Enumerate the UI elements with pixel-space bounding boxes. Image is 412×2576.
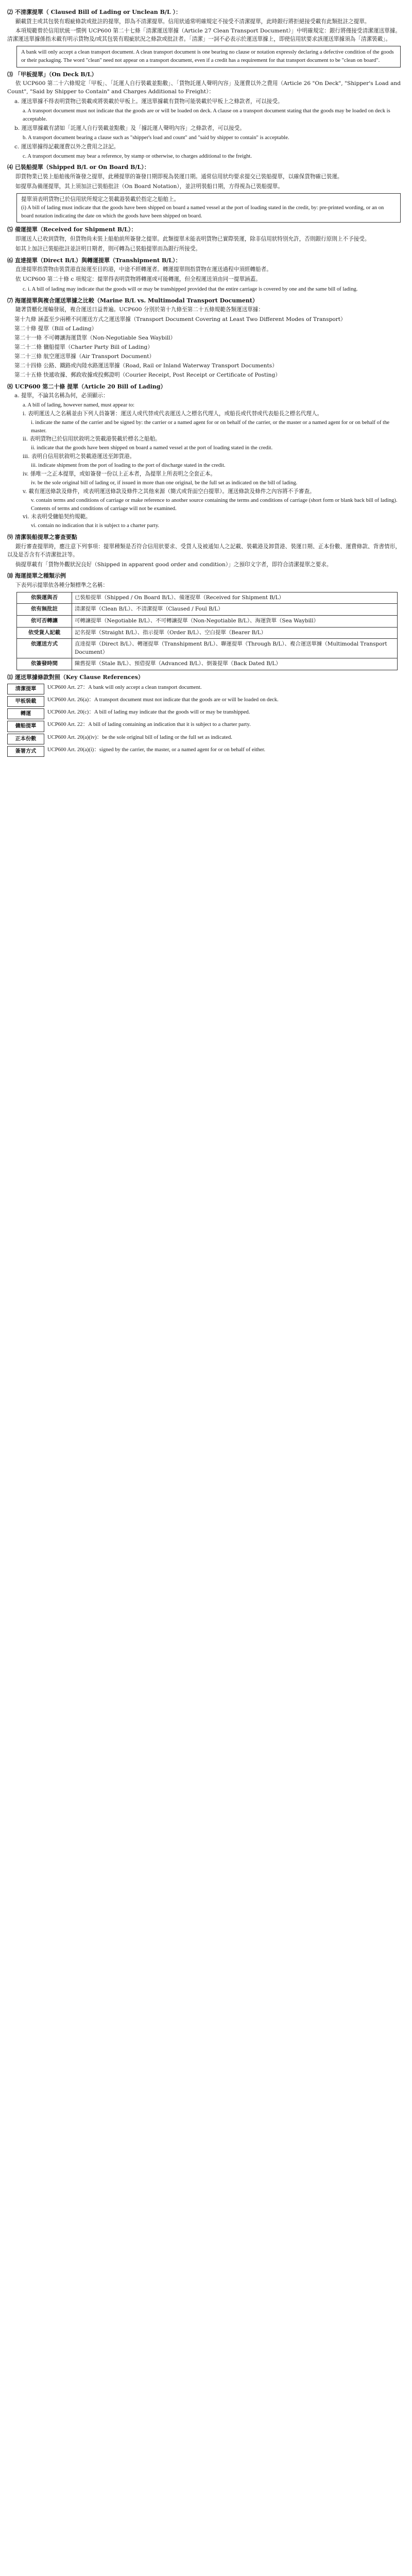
annotation-row <box>7 708 401 719</box>
clause-item-en: b. A transport document bearing a clause such as "shipper's load and count" and "said by shipper to contain" is acceptable. <box>23 134 289 141</box>
annotation-label: 簽署方式 <box>7 746 44 757</box>
paragraph: 依 UCP600 第二十六條規定「甲板」、「託運人自行裝載並點數」、「貨物託運人聲明內容」及運費以外之費用（Article 26 "On Deck", "Shipper's Load and Count", "Said by Shipper to Contain" and Charges Additional to Freight）： <box>7 80 401 95</box>
clause-subitem-en: i. indicate the name of the carrier and be signed by: the carrier or a named agent for or on behalf of the carrier, or the master or a named agent for or on behalf of the master. <box>31 419 390 434</box>
section-title: ⑽ 海運提單之種類示例 <box>7 572 66 580</box>
section-title: ⑵ 不清潔提單（ Claused Bill of Lading or Unclean B/L ）： <box>7 9 182 15</box>
annotation-label: 清潔提單 <box>7 684 44 694</box>
annotation-body: UCP600 Art. 22：A bill of lading containing an indication that it is subject to a charter party. <box>47 722 251 728</box>
clause-subitem-en: iv. be the sole original bill of lading or, if issued in more than one original, be the full set as indicated on the bill of lading. <box>31 480 298 486</box>
annotation-row <box>7 721 401 732</box>
article-item: 第二十二條 傭船提單（Charter Party Bill of Lading） <box>14 344 153 350</box>
section-title: ⑻ UCP600 第二十條 提單（Article 20 Bill of Lading） <box>7 383 166 390</box>
table-cell-head: 依簽發時間 <box>17 658 72 670</box>
table-cell-head: 依有無批註 <box>17 604 72 616</box>
table-cell: 可轉讓提單（Negotiable B/L）、不可轉讓提單（Non-Negotiable B/L）、海運貨單（Sea Waybill） <box>72 616 398 628</box>
clause-item: c. 運送單據得記載運費以外之費用之註記。 <box>14 143 119 150</box>
clause-subitem: v. 載有運送條款及條件，或表明運送條款及條件之其他來源（簡式或背面空白提單）。運送條款及條件之內容將不予審查。 <box>23 488 315 495</box>
annotation-body: UCP600 Art. 26(a)：A transport document must not indicate that the goods are or will be loaded on deck. <box>47 697 279 703</box>
section-title: ⑼ 清潔裝船提單之審查要點 <box>7 534 77 541</box>
table-cell-head: 依裝運與否 <box>17 592 72 604</box>
paragraph: 顯載貨主或其包裝有瑕疵條款或批註的提單，即為不清潔提單。信用狀通常明確規定不接受不清潔提單，此時銀行將拒絕接受載有此類批註之提單。 <box>15 18 370 25</box>
clause-subitem-en: iii. indicate shipment from the port of loading to the port of discharge stated in the credit. <box>31 463 226 469</box>
quote-box <box>16 193 401 223</box>
annotation-label: 傭船提單 <box>7 721 44 732</box>
article-item: 第二十四條 公路、鐵路或內陸水路運送單據（Road, Rail or Inland Waterway Transport Documents） <box>14 362 278 369</box>
table-cell-head: 依受貨人記載 <box>17 627 72 639</box>
classification-table <box>16 592 398 670</box>
clause-item-en: c. i. A bill of lading may indicate that the goods will or may be transhipped provided that the entire carriage is covered by one and the same bill of lading. <box>23 286 358 292</box>
table-row <box>17 592 398 604</box>
paragraph: 直達提單指貨物由裝貨港直接運至目的港，中途不經轉運者。轉運提單則指貨物在運送過程中須經轉船者。 <box>15 266 272 273</box>
article-item: 第二十三條 航空運送單據（Air Transport Document） <box>14 353 155 360</box>
table-cell: 已裝船提單（Shipped / On Board B/L）、備運提單（Received for Shipment B/L） <box>72 592 398 604</box>
clause-subitem: vi. 未表明受傭船契約規範。 <box>23 514 91 520</box>
section-title: ⑹ 直達提單（Direct B/L）與轉運提單（Transhipment B/L）： <box>7 257 181 264</box>
clause-item: a. 運送單據不得表明貨物已裝載或將裝載於甲板上。運送單據載有貨物可能裝載於甲板上之條款者，可以接受。 <box>14 98 283 105</box>
paragraph: 下表列示提單依各種分類標準之名稱： <box>15 582 108 588</box>
table-cell: 陳舊提單（Stale B/L）、預借提單（Advanced B/L）、倒簽提單（Back Dated B/L） <box>72 658 398 670</box>
clause-subitem-en: ii. indicate that the goods have been shipped on board a named vessel at the port of loading stated in the credit. <box>31 445 273 451</box>
annotation-row <box>7 734 401 744</box>
table-cell-head: 依可否轉讓 <box>17 616 72 628</box>
paragraph: 依 UCP600 第二十條 c 項規定：提單得表明貨物將轉運或可能轉運，但全程運送須由同一提單涵蓋。 <box>15 276 261 283</box>
table-cell: 清潔提單（Clean B/L）、不清潔提單（Claused / Foul B/L） <box>72 604 398 616</box>
section-title: ⑺ 海運提單與複合運送單據之比較（Marine B/L vs. Multimodal Transport Document） <box>7 297 258 304</box>
annotation-label: 轉運 <box>7 708 44 719</box>
paragraph: 倘提單載有「貨物外觀狀況良好（Shipped in apparent good order and condition）」之預印文字者，即符合清潔提單之要求。 <box>15 561 332 568</box>
paragraph: 隨著貨櫃化運輸發展，複合運送日益普遍。UCP600 分別於第十九條至第二十五條規範各類運送單據： <box>15 307 264 313</box>
annotation-body: UCP600 Art. 20(c)：A bill of lading may indicate that the goods will or may be transhipped. <box>47 709 250 716</box>
clause-item-en: a. A bill of lading, however named, must appear to: <box>23 402 135 408</box>
section-title: ⑷ 已裝船提單（Shipped B/L or On Board B/L）： <box>7 164 150 171</box>
table-row <box>17 639 398 658</box>
section-title: ⑶ 「甲板提單」（On Deck B/L） <box>7 71 97 78</box>
quote-box: A bank will only accept a clean transport document. A clean transport document is one bearing no clause or notation expressly declaring a defective condition of the goods or their packaging. The word "clean" need not appear on a transport document, even if a credit has a requirement for that transport document to be "clean on board". <box>16 46 401 67</box>
table-row <box>17 658 398 670</box>
paragraph: 本項規範曾於信用狀統一慣例 UCP600 第二十七條「清潔運送單據（Article 27 Clean Transport Document）」中明確規定：銀行將僅接受清潔運送單據。清潔運送單據係指未載有明示貨物及/或其包裝有瑕疵狀況之條款或批註者。「清潔」一詞不必表示於運送單據上，即使信用狀要求該運送單據須為「清潔裝載」。 <box>7 28 401 43</box>
annotation-row <box>7 696 401 707</box>
article-item: 第二十五條 快遞收據、郵政收據或投郵證明（Courier Receipt, Post Receipt or Certificate of Posting） <box>14 371 281 378</box>
annotation-row <box>7 684 401 694</box>
clause-item: b. 運送單據載有諸如「託運人自行裝載並點數」及「據託運人聲明內容」之條款者，可以接受。 <box>14 125 245 131</box>
table-row <box>17 627 398 639</box>
annotation-label: 正本份數 <box>7 734 44 744</box>
clause-subitem-en: vi. contain no indication that it is subject to a charter party. <box>31 523 160 529</box>
clause-item-en: a. A transport document must not indicate that the goods are or will be loaded on deck. A clause on a transport document stating that the goods may be loaded on deck is acceptable. <box>23 108 390 123</box>
table-row <box>17 616 398 628</box>
annotation-row <box>7 746 401 757</box>
article-item: 第二十一條 不可轉讓海運貨單（Non-Negotiable Sea Waybill） <box>14 335 176 342</box>
table-cell: 記名提單（Straight B/L）、指示提單（Order B/L）、空白提單（Bearer B/L） <box>72 627 398 639</box>
clause-item-en: c. A transport document may bear a reference, by stamp or otherwise, to charges additional to the freight. <box>23 153 252 159</box>
paragraph: 如其上加註已裝船批註並註明日期者，則可轉為已裝船提單而為銀行所接受。 <box>15 245 201 252</box>
annotation-body: UCP600 Art. 20(a)(iv)：be the sole original bill of lading or the full set as indicated. <box>47 734 232 740</box>
paragraph: 即運送人已收到貨物，但貨物尚未裝上船舶前所簽發之提單。此類提單未能表明貨物已實際裝運，除非信用狀特別允許，否則銀行原則上不予接受。 <box>15 235 370 242</box>
paragraph: 如提單為備運提單，其上須加註已裝船批註（On Board Notation），並註明裝船日期，方得視為已裝船提單。 <box>15 183 283 190</box>
paragraph: 即貨物業已裝上船舶後所簽發之提單，此種提單的簽發日期即視為裝運日期。通常信用狀均要求提交已裝船提單，以確保貨物確已裝運。 <box>15 173 343 180</box>
article-item: 第十九條 涵蓋至少兩種不同運送方式之運送單據（Transport Document Covering at Least Two Different Modes of Transport） <box>14 316 346 323</box>
paragraph: 銀行審查提單時，應注意下列事項：提單種類是否符合信用狀要求、受貨人及被通知人之記載、裝載港及卸貨港、裝運日期、正本份數、運費條款、背書情形，以及是否含有不清潔批註等。 <box>7 543 401 558</box>
article-item: 第二十條 提單（Bill of Lading） <box>14 326 97 332</box>
clause-subitem: iii. 表明自信用狀敘明之裝載港運送至卸貨港。 <box>23 453 135 460</box>
section-title: ⑾ 運送單據條款對照（Key Clause References） <box>7 674 144 681</box>
quote-text: 提單須表明貨物已於信用狀所規定之裝載港裝載於指定之船舶上。 <box>21 196 180 202</box>
clause-subitem: iv. 係唯一之正本提單，或如簽發一份以上正本者，為提單上所表明之全套正本。 <box>23 471 216 478</box>
table-cell: 直達提單（Direct B/L）、轉運提單（Transhipment B/L）、聯運提單（Through B/L）、複合運送單據（Multimodal Transport Document） <box>72 639 398 658</box>
clause-subitem: i. 表明運送人之名稱並由下列人員簽署：運送人或代替或代表運送人之標名代理人，或船長或代替或代表船長之標名代理人。 <box>23 410 323 417</box>
table-cell-head: 依運送方式 <box>17 639 72 658</box>
annotation-label: 甲板裝載 <box>7 696 44 707</box>
clause-item: a. 提單，不論其名稱為何，必須顯示： <box>14 393 109 399</box>
clause-subitem: ii. 表明貨物已於信用狀敘明之裝載港裝載於標名之船舶。 <box>23 436 161 443</box>
annotation-body: UCP600 Art. 20(a)(i)：signed by the carrier, the master, or a named agent for or on behalf of either. <box>47 747 266 753</box>
section-title: ⑸ 備運提單（Received for Shipment B/L）： <box>7 226 137 233</box>
annotation-body: UCP600 Art. 27：A bank will only accept a clean transport document. <box>47 684 202 690</box>
clause-subitem-en: v. contain terms and conditions of carriage or make reference to another source containing the terms and conditions of carriage (short form or blank back bill of lading). Contents of terms and conditions of carriage will not be examined. <box>31 497 398 512</box>
table-row <box>17 604 398 616</box>
quote-text-en: (i) A bill of lading must indicate that the goods have been shipped on board a named vessel at the port of loading stated in the credit, by: pre-printed wording, or an on board notation indicating the date on which the goods have been shipped on board. <box>21 205 384 219</box>
